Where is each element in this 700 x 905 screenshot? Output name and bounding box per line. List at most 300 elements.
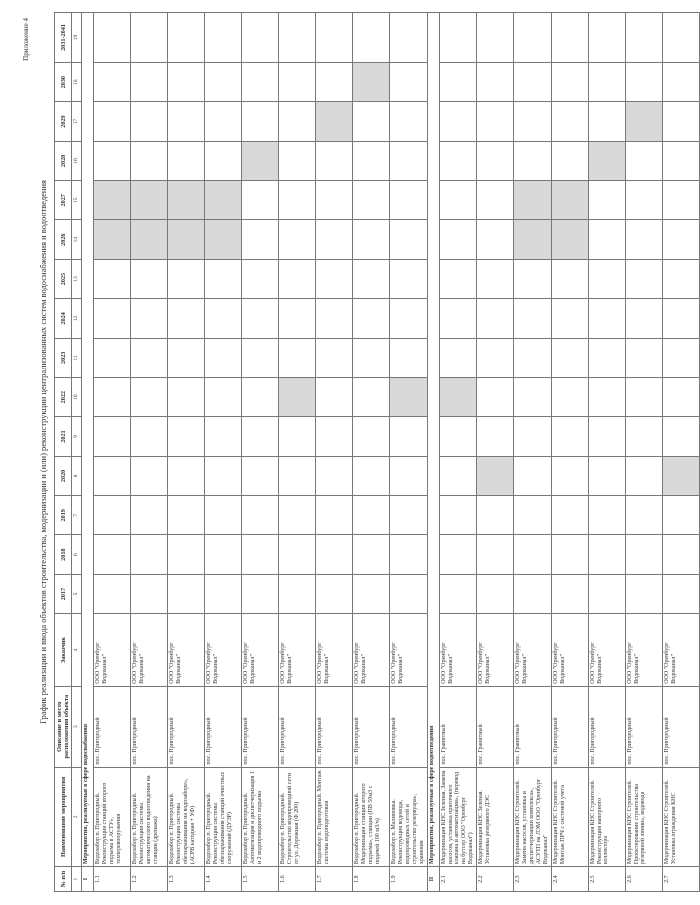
schedule-cell-active bbox=[168, 220, 205, 259]
schedule-cell bbox=[316, 141, 353, 180]
schedule-cell bbox=[316, 259, 353, 298]
object-location: пос. Пригородный bbox=[131, 686, 168, 767]
column-number: 3 bbox=[72, 686, 82, 767]
schedule-cell-active bbox=[551, 220, 588, 259]
schedule-cell bbox=[551, 574, 588, 613]
schedule-cell-active bbox=[94, 181, 131, 220]
customer-name: ООО "Оренбург Водоканал" bbox=[514, 614, 551, 687]
customer-name: ООО "Оренбург Водоканал" bbox=[477, 614, 514, 687]
schedule-cell bbox=[477, 299, 514, 338]
schedule-cell bbox=[279, 220, 316, 259]
schedule-cell bbox=[316, 220, 353, 259]
object-location: пос. Гранитный bbox=[477, 686, 514, 767]
section-title: Мероприятия, реализуемые в сфере водоснабжения bbox=[82, 13, 94, 867]
schedule-cell bbox=[662, 377, 699, 416]
schedule-cell bbox=[94, 102, 131, 141]
header-year: 2021 bbox=[55, 417, 72, 456]
schedule-cell bbox=[242, 13, 279, 63]
schedule-cell bbox=[168, 417, 205, 456]
schedule-cell bbox=[514, 377, 551, 416]
schedule-cell bbox=[353, 141, 390, 180]
customer-name: ООО "Оренбург Водоканал" bbox=[316, 614, 353, 687]
schedule-cell bbox=[477, 220, 514, 259]
row-number: 1.3 bbox=[168, 867, 205, 892]
schedule-cell bbox=[205, 62, 242, 101]
schedule-cell bbox=[242, 377, 279, 416]
schedule-cell bbox=[662, 181, 699, 220]
schedule-cell bbox=[662, 417, 699, 456]
measure-name: Водозабор п. Пригородный. Реконструкция системы обеззараживания на водозаборе», (АСРВ катодная + УФ) bbox=[168, 767, 205, 867]
schedule-cell bbox=[168, 102, 205, 141]
schedule-cell bbox=[168, 62, 205, 101]
header-year: 2025 bbox=[55, 259, 72, 298]
object-location: пос. Пригородный bbox=[625, 686, 662, 767]
measure-name: Водозабор п. Пригородный. Реконструкция системы автоматического водоотведения на станции (дренажа) bbox=[131, 767, 168, 867]
schedule-cell bbox=[439, 535, 476, 574]
column-number: 7 bbox=[72, 496, 82, 535]
schedule-cell bbox=[514, 535, 551, 574]
schedule-cell bbox=[94, 338, 131, 377]
schedule-cell-active bbox=[94, 220, 131, 259]
schedule-cell bbox=[477, 102, 514, 141]
measure-name: Модернизация КНС Строителей. Установка ограждения КНС bbox=[662, 767, 699, 867]
schedule-cell bbox=[625, 496, 662, 535]
schedule-cell bbox=[279, 102, 316, 141]
schedule-cell bbox=[477, 141, 514, 180]
schedule-cell bbox=[131, 535, 168, 574]
schedule-cell-active bbox=[514, 220, 551, 259]
schedule-cell-active bbox=[279, 377, 316, 416]
schedule-cell bbox=[242, 496, 279, 535]
schedule-cell bbox=[242, 259, 279, 298]
schedule-cell bbox=[551, 456, 588, 495]
object-location: пос. Пригородный bbox=[353, 686, 390, 767]
customer-name: ООО "Оренбург Водоканал" bbox=[588, 614, 625, 687]
header-location: Описание и место расположения объекта bbox=[55, 686, 72, 767]
schedule-cell bbox=[94, 535, 131, 574]
customer-name: ООО "Оренбург Водоканал" bbox=[353, 614, 390, 687]
schedule-cell bbox=[551, 377, 588, 416]
measure-name: Модернизация КНС Строителей. Замена насосов, установка и диспетчеризации комплекса», АСУТП на ЛЭМ ООО "Оренбург Водоканал" bbox=[514, 767, 551, 867]
schedule-cell bbox=[625, 141, 662, 180]
column-number: 8 bbox=[72, 456, 82, 495]
table-row bbox=[390, 13, 427, 892]
schedule-cell bbox=[439, 102, 476, 141]
schedule-cell bbox=[205, 102, 242, 141]
schedule-cell bbox=[94, 259, 131, 298]
schedule-cell bbox=[514, 417, 551, 456]
schedule-cell bbox=[477, 496, 514, 535]
schedule-cell bbox=[353, 259, 390, 298]
schedule-cell bbox=[588, 220, 625, 259]
customer-name: ООО "Оренбург Водоканал" bbox=[131, 614, 168, 687]
schedule-cell bbox=[242, 417, 279, 456]
schedule-cell bbox=[353, 181, 390, 220]
schedule-cell bbox=[390, 141, 427, 180]
object-location: пос. Пригородный bbox=[94, 686, 131, 767]
schedule-cell-active bbox=[316, 102, 353, 141]
schedule-cell bbox=[279, 181, 316, 220]
schedule-cell bbox=[316, 377, 353, 416]
schedule-cell bbox=[390, 13, 427, 63]
schedule-cell bbox=[588, 574, 625, 613]
schedule-cell bbox=[588, 299, 625, 338]
header-year: 2023 bbox=[55, 338, 72, 377]
section-number: I bbox=[82, 867, 94, 892]
schedule-cell bbox=[390, 181, 427, 220]
schedule-cell bbox=[390, 220, 427, 259]
schedule-cell bbox=[662, 259, 699, 298]
table-row bbox=[551, 13, 588, 892]
schedule-cell bbox=[514, 496, 551, 535]
document-title: График реализации и ввода объектов строительства, модернизации и (или) реконструкции централизованных систем водоснабжения и водоотведения bbox=[38, 180, 48, 724]
schedule-cell bbox=[625, 338, 662, 377]
object-location: пос. Пригородный bbox=[588, 686, 625, 767]
schedule-cell bbox=[205, 377, 242, 416]
row-number: 2.3 bbox=[514, 867, 551, 892]
schedule-cell bbox=[514, 456, 551, 495]
measure-name: Водозабор п. Пригородный. Модернизация станции второго подъема», станции (ПВ 50м3 с подачей 100 м3/ч) bbox=[353, 767, 390, 867]
customer-name: ООО "Оренбург Водоканал" bbox=[439, 614, 476, 687]
schedule-cell bbox=[205, 141, 242, 180]
schedule-cell bbox=[316, 13, 353, 63]
measure-name: Водозабор п. Пригородный. Монтаж системы водоподготовки bbox=[316, 767, 353, 867]
schedule-cell bbox=[131, 496, 168, 535]
schedule-cell bbox=[588, 496, 625, 535]
schedule-cell bbox=[477, 13, 514, 63]
column-number: 2 bbox=[72, 767, 82, 867]
schedule-cell bbox=[279, 259, 316, 298]
column-number: 18 bbox=[72, 62, 82, 101]
schedule-cell bbox=[477, 181, 514, 220]
schedule-cell bbox=[625, 220, 662, 259]
schedule-cell bbox=[94, 574, 131, 613]
schedule-cell bbox=[514, 338, 551, 377]
schedule-body bbox=[82, 13, 699, 892]
schedule-cell bbox=[131, 417, 168, 456]
table-row bbox=[316, 13, 353, 892]
header-year: 2020 bbox=[55, 456, 72, 495]
measure-name: Модернизация КНС Строителей. Реконструкция напорного коллектора bbox=[588, 767, 625, 867]
schedule-cell bbox=[390, 299, 427, 338]
schedule-cell bbox=[168, 338, 205, 377]
schedule-cell bbox=[662, 13, 699, 63]
schedule-cell bbox=[131, 377, 168, 416]
object-location: пос. Пригородный bbox=[205, 686, 242, 767]
header-year: 2027 bbox=[55, 181, 72, 220]
schedule-cell bbox=[131, 574, 168, 613]
schedule-cell bbox=[242, 338, 279, 377]
schedule-cell bbox=[390, 62, 427, 101]
schedule-cell bbox=[168, 377, 205, 416]
schedule-cell bbox=[205, 535, 242, 574]
header-year: 2022 bbox=[55, 377, 72, 416]
object-location: пос. Пригородный bbox=[168, 686, 205, 767]
column-number: 4 bbox=[72, 614, 82, 687]
header-year: 2017 bbox=[55, 574, 72, 613]
schedule-cell bbox=[168, 141, 205, 180]
schedule-cell bbox=[662, 535, 699, 574]
table-row bbox=[279, 13, 316, 892]
column-number: 14 bbox=[72, 220, 82, 259]
schedule-cell bbox=[131, 299, 168, 338]
object-location: пос. Пригородный bbox=[316, 686, 353, 767]
schedule-cell bbox=[131, 13, 168, 63]
schedule-cell bbox=[94, 141, 131, 180]
row-number: 1.2 bbox=[131, 867, 168, 892]
header-year: 2024 bbox=[55, 299, 72, 338]
schedule-cell-active bbox=[131, 220, 168, 259]
schedule-cell bbox=[316, 299, 353, 338]
schedule-cell bbox=[94, 456, 131, 495]
schedule-cell bbox=[551, 13, 588, 63]
schedule-cell bbox=[353, 417, 390, 456]
schedule-cell bbox=[551, 535, 588, 574]
schedule-cell bbox=[279, 141, 316, 180]
schedule-cell bbox=[353, 377, 390, 416]
schedule-cell bbox=[242, 456, 279, 495]
header-row bbox=[55, 13, 72, 892]
row-number: 1.4 bbox=[205, 867, 242, 892]
schedule-cell bbox=[514, 299, 551, 338]
schedule-cell bbox=[205, 574, 242, 613]
schedule-cell bbox=[94, 377, 131, 416]
schedule-cell bbox=[588, 338, 625, 377]
schedule-cell bbox=[588, 13, 625, 63]
column-number: 1 bbox=[72, 867, 82, 892]
schedule-cell bbox=[131, 141, 168, 180]
schedule-cell bbox=[551, 417, 588, 456]
row-number: 1.9 bbox=[390, 867, 427, 892]
schedule-cell bbox=[514, 102, 551, 141]
column-number: 17 bbox=[72, 102, 82, 141]
appendix-label: Приложение 4 bbox=[22, 18, 30, 61]
schedule-cell bbox=[168, 299, 205, 338]
schedule-cell-active bbox=[625, 102, 662, 141]
measure-name: Модернизация КНС Зеленая. Замена насосов, установка приточного клапана и автоматизации», (перевод на бутсер ООО "Оренбург Водоканал") bbox=[439, 767, 476, 867]
schedule-cell bbox=[205, 338, 242, 377]
schedule-cell bbox=[279, 535, 316, 574]
schedule-cell bbox=[439, 417, 476, 456]
schedule-cell bbox=[353, 535, 390, 574]
schedule-cell bbox=[514, 141, 551, 180]
schedule-cell bbox=[439, 574, 476, 613]
header-year: 2018 bbox=[55, 535, 72, 574]
schedule-cell bbox=[588, 456, 625, 495]
row-number: 1.7 bbox=[316, 867, 353, 892]
column-number: 12 bbox=[72, 299, 82, 338]
schedule-cell bbox=[625, 181, 662, 220]
schedule-cell-active bbox=[588, 141, 625, 180]
schedule-cell bbox=[390, 496, 427, 535]
schedule-cell bbox=[588, 102, 625, 141]
schedule-cell bbox=[316, 496, 353, 535]
table-row bbox=[131, 13, 168, 892]
schedule-cell bbox=[662, 574, 699, 613]
measure-name: Водозабор п. Пригородный. Реконструкция системы обеззараживания станций очистных сооружений (ДУЭР) bbox=[205, 767, 242, 867]
schedule-cell bbox=[316, 535, 353, 574]
schedule-cell bbox=[551, 62, 588, 101]
section-row bbox=[82, 13, 94, 892]
header-year: 2031-2041 bbox=[55, 13, 72, 63]
row-number: 2.4 bbox=[551, 867, 588, 892]
schedule-cell bbox=[168, 456, 205, 495]
schedule-cell bbox=[551, 299, 588, 338]
schedule-cell bbox=[205, 417, 242, 456]
schedule-cell bbox=[279, 417, 316, 456]
schedule-cell bbox=[390, 259, 427, 298]
schedule-cell bbox=[439, 13, 476, 63]
schedule-cell-active bbox=[551, 181, 588, 220]
object-location: пос. Гранитный bbox=[514, 686, 551, 767]
row-number: 2.2 bbox=[477, 867, 514, 892]
customer-name: ООО "Оренбург Водоканал" bbox=[625, 614, 662, 687]
schedule-cell bbox=[477, 574, 514, 613]
row-number: 2.1 bbox=[439, 867, 476, 892]
customer-name: ООО "Оренбург Водоканал" bbox=[662, 614, 699, 687]
schedule-cell bbox=[279, 13, 316, 63]
schedule-cell bbox=[439, 141, 476, 180]
schedule-cell bbox=[514, 574, 551, 613]
object-location: пос. Пригородный bbox=[242, 686, 279, 767]
schedule-cell bbox=[390, 338, 427, 377]
schedule-cell bbox=[662, 299, 699, 338]
schedule-cell bbox=[439, 496, 476, 535]
schedule-cell bbox=[477, 417, 514, 456]
column-number: 5 bbox=[72, 574, 82, 613]
schedule-cell bbox=[168, 13, 205, 63]
schedule-table bbox=[54, 12, 700, 892]
schedule-cell bbox=[316, 181, 353, 220]
schedule-cell bbox=[94, 62, 131, 101]
column-number: 19 bbox=[72, 13, 82, 63]
row-number: 1.8 bbox=[353, 867, 390, 892]
section-title: Мероприятия, реализуемые в сфере водоотведения bbox=[427, 13, 439, 867]
schedule-cell bbox=[439, 220, 476, 259]
schedule-cell bbox=[588, 62, 625, 101]
schedule-cell bbox=[279, 574, 316, 613]
schedule-cell bbox=[439, 338, 476, 377]
schedule-cell bbox=[662, 141, 699, 180]
schedule-cell-active bbox=[205, 220, 242, 259]
schedule-cell bbox=[316, 338, 353, 377]
schedule-cell-active bbox=[662, 456, 699, 495]
schedule-cell bbox=[242, 535, 279, 574]
header-year: 2030 bbox=[55, 62, 72, 101]
table-row bbox=[168, 13, 205, 892]
header-year: 2028 bbox=[55, 141, 72, 180]
customer-name: ООО "Оренбург Водоканал" bbox=[168, 614, 205, 687]
schedule-cell-active bbox=[477, 456, 514, 495]
measure-name: Водозабор п. Пригородный. Автоматизация и диспетчеризация 1 и 2 водопроводного подъема bbox=[242, 767, 279, 867]
schedule-cell bbox=[514, 259, 551, 298]
measure-name: Водозабор п. Малиновка. Реконструкция водовода, водопроводных сетей и строительство резервуара», хранения bbox=[390, 767, 427, 867]
schedule-cell bbox=[514, 13, 551, 63]
schedule-cell bbox=[551, 496, 588, 535]
schedule-cell bbox=[588, 535, 625, 574]
customer-name: ООО "Оренбург Водоканал" bbox=[279, 614, 316, 687]
object-location: пос. Гранитный bbox=[439, 686, 476, 767]
schedule-cell bbox=[625, 417, 662, 456]
schedule-cell bbox=[477, 62, 514, 101]
schedule-cell bbox=[242, 181, 279, 220]
measure-name: Модернизация КНС Строителей. Монтаж ПРЧ с системой учета bbox=[551, 767, 588, 867]
table-row bbox=[94, 13, 131, 892]
schedule-cell bbox=[205, 496, 242, 535]
object-location: пос. Пригородный bbox=[390, 686, 427, 767]
schedule-cell bbox=[514, 62, 551, 101]
column-number: 6 bbox=[72, 535, 82, 574]
schedule-cell bbox=[279, 456, 316, 495]
schedule-cell bbox=[168, 535, 205, 574]
schedule-cell bbox=[131, 338, 168, 377]
table-row bbox=[662, 13, 699, 892]
schedule-cell bbox=[94, 496, 131, 535]
section-number: II bbox=[427, 867, 439, 892]
schedule-cell bbox=[439, 456, 476, 495]
schedule-cell bbox=[316, 417, 353, 456]
row-number: 2.6 bbox=[625, 867, 662, 892]
schedule-cell-active bbox=[514, 181, 551, 220]
table-row bbox=[353, 13, 390, 892]
schedule-cell bbox=[353, 338, 390, 377]
schedule-cell bbox=[279, 338, 316, 377]
schedule-cell bbox=[625, 299, 662, 338]
schedule-cell bbox=[625, 259, 662, 298]
schedule-cell bbox=[439, 62, 476, 101]
schedule-cell bbox=[588, 377, 625, 416]
schedule-cell bbox=[242, 299, 279, 338]
schedule-cell bbox=[168, 574, 205, 613]
schedule-cell bbox=[353, 13, 390, 63]
measure-name: Модернизация КНС Строителей. Проектирование строительства резервной линии», водовода bbox=[625, 767, 662, 867]
schedule-cell-active bbox=[353, 62, 390, 101]
schedule-cell-active bbox=[439, 377, 476, 416]
schedule-cell bbox=[131, 456, 168, 495]
schedule-cell bbox=[390, 417, 427, 456]
row-number: 1.6 bbox=[279, 867, 316, 892]
section-row bbox=[427, 13, 439, 892]
schedule-cell bbox=[131, 102, 168, 141]
schedule-cell bbox=[242, 62, 279, 101]
schedule-cell bbox=[279, 496, 316, 535]
schedule-cell bbox=[205, 259, 242, 298]
schedule-cell bbox=[353, 456, 390, 495]
schedule-cell bbox=[279, 62, 316, 101]
schedule-cell bbox=[551, 141, 588, 180]
schedule-cell-active bbox=[131, 181, 168, 220]
schedule-cell bbox=[439, 259, 476, 298]
schedule-cell bbox=[477, 377, 514, 416]
schedule-cell bbox=[205, 13, 242, 63]
schedule-cell bbox=[390, 102, 427, 141]
schedule-cell bbox=[662, 338, 699, 377]
schedule-cell bbox=[168, 496, 205, 535]
schedule-cell bbox=[625, 62, 662, 101]
column-number: 11 bbox=[72, 338, 82, 377]
schedule-cell bbox=[94, 299, 131, 338]
schedule-cell bbox=[94, 417, 131, 456]
schedule-cell bbox=[390, 574, 427, 613]
schedule-cell bbox=[168, 259, 205, 298]
measure-name: Модернизация КНС Зеленая. Установка резервного ДЭС bbox=[477, 767, 514, 867]
schedule-cell bbox=[353, 574, 390, 613]
schedule-cell bbox=[551, 259, 588, 298]
schedule-cell bbox=[588, 417, 625, 456]
schedule-cell bbox=[205, 456, 242, 495]
table-row bbox=[514, 13, 551, 892]
column-number: 16 bbox=[72, 141, 82, 180]
